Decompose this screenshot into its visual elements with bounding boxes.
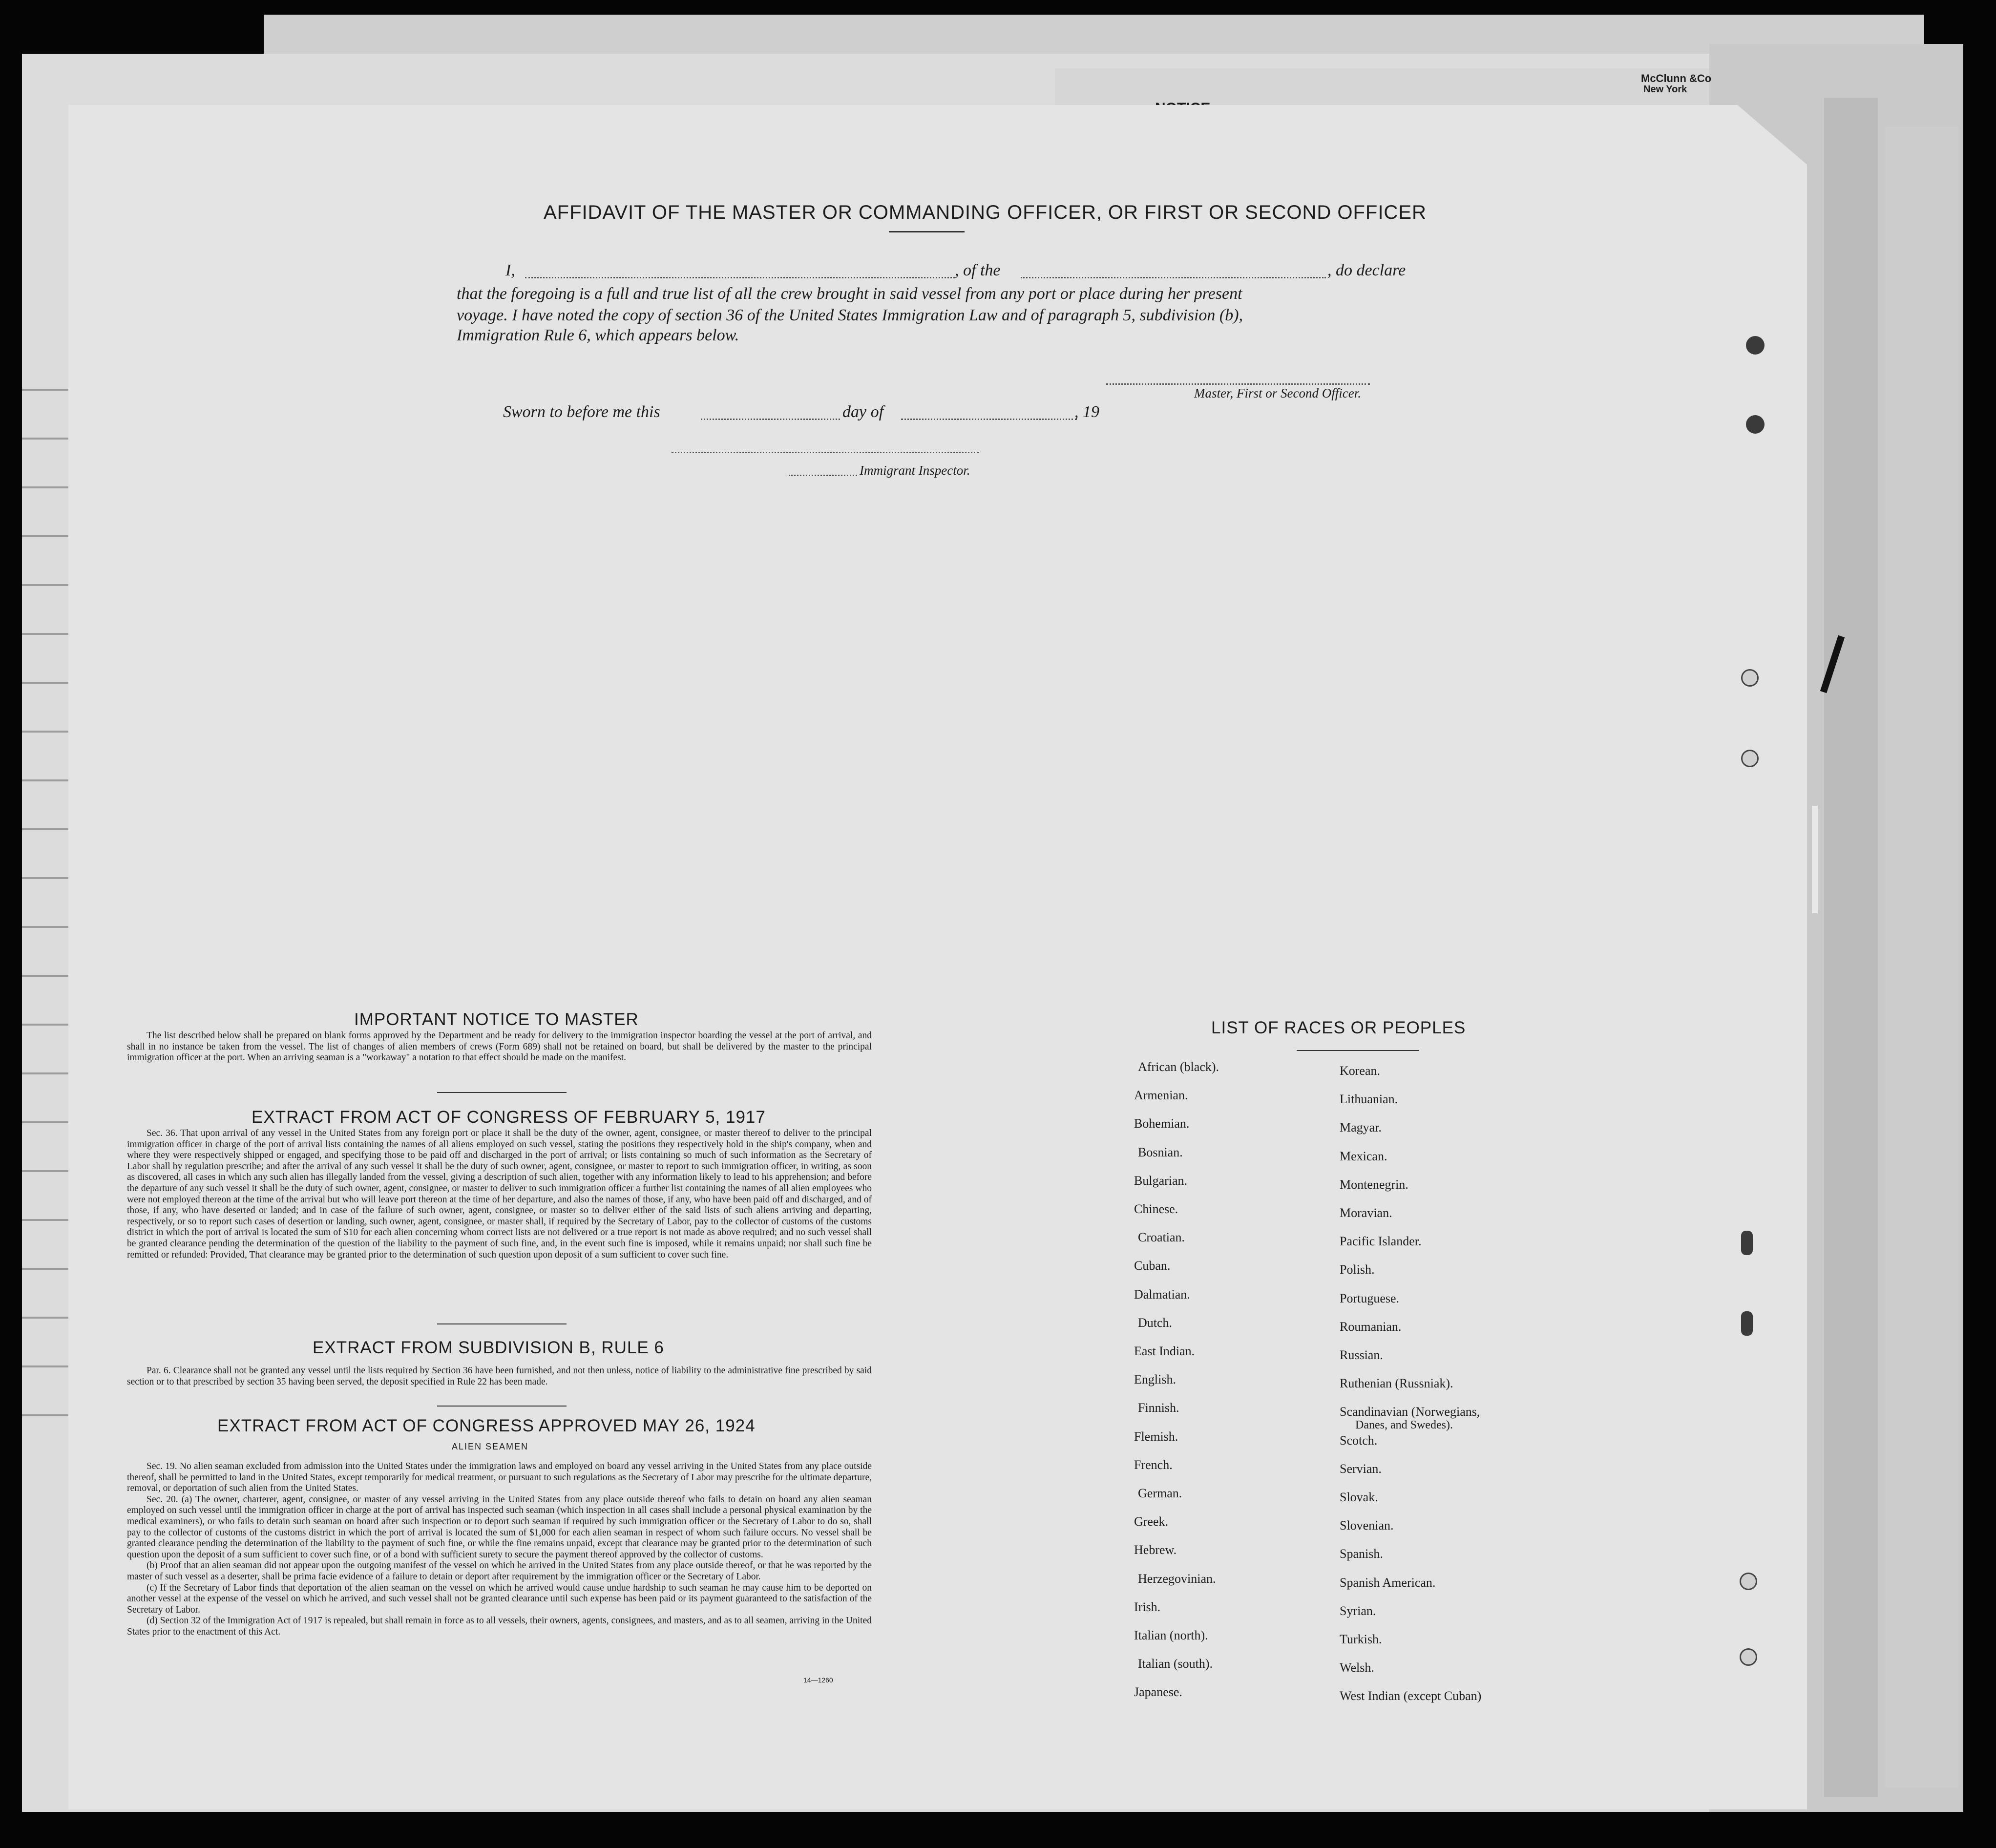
race-right-item: Lithuanian. — [1340, 1092, 1398, 1107]
race-right-item: Servian. — [1340, 1461, 1382, 1476]
paper-edge-mark — [1812, 806, 1818, 913]
race-left-item: Italian (north). — [1134, 1628, 1208, 1642]
race-right-item: Welsh. — [1340, 1660, 1374, 1675]
subdiv-b-rule — [437, 1406, 567, 1407]
race-right-item: Spanish. — [1340, 1547, 1383, 1561]
race-left-item: Greek. — [1134, 1514, 1169, 1529]
race-left-item: Bulgarian. — [1134, 1173, 1188, 1188]
race-right-item: Ruthenian (Russniak). — [1340, 1376, 1453, 1391]
extract-1917-body: Sec. 36. That upon arrival of any vessel in the United States from any foreign port or place it shall be the duty of the owner, agent, consignee, or master thereof to deliver to the principal immigration officer in charge of the port of arrival lists containing the names of all aliens employed on such vessel, stating the positions they respectively hold in the ship's company, when and where they were respectively shipped or engaged, and specifying those to be paid off and discharged in the port of arrival; or lists containing so much of such information as the Secretary of Labor shall by regulation prescribe; and after the arrival of any such vessel it shall be the duty of such owner, agent, consignee, or master to report to such immigration officer, in writing, as soon as discovered, all cases in which any such alien has illegally landed from the vessel, giving a description of such alien, together with any information likely to lead to his apprehension; and before the departure of any such vessel it shall be the duty of such owner, agent, consignee, or master to deliver to such immigration officer a further list containing the names of all alien employees who were not employed thereon at the time of the arrival but who will leave port thereon at the time of her departure, and also the names of those, if any, who have been paid off and discharged, and of those, if any, who have deserted or landed; and in case of the failure of such owner, agent, consignee, or master so to deliver either of the said lists of such aliens arriving and departing, respectively, or so to report such cases of desertion or landing, such owner, agent, consignee, or master shall, if required by the Secretary of Labor, pay to the collector of customs of the customs district in which the port of arrival is located the sum of $10 for each alien concerning whom correct lists are not delivered or a true report is not made as above required; and no such vessel shall be granted clearance pending the determination of the question of the liability to the payment of such fine, and, in the event such fine is imposed, while it remains unpaid; nor shall such fine be remitted or refunded: Provided, That clearance may be granted prior to the determination of such question upon deposit of a sum sufficient to cover such fine. — [127, 1128, 872, 1260]
race-left-item: Dutch. — [1138, 1315, 1173, 1330]
race-left-item: Chinese. — [1134, 1202, 1178, 1216]
printer-name: McClunn &Co — [1641, 72, 1712, 84]
race-right-item: Polish. — [1340, 1262, 1375, 1277]
race-left-item: Flemish. — [1134, 1429, 1178, 1444]
punch-hole — [1741, 1231, 1753, 1255]
race-right-item: Scandinavian (Norwegians, — [1340, 1405, 1480, 1419]
punch-hole — [1741, 750, 1759, 767]
race-right-item: Slovenian. — [1340, 1518, 1394, 1533]
race-left-item: English. — [1134, 1372, 1176, 1387]
race-right-item: Montenegrin. — [1340, 1177, 1408, 1192]
sworn-text: Sworn to before me this — [503, 403, 660, 421]
punch-hole — [1740, 1648, 1757, 1666]
inspector-line-lead — [789, 475, 857, 476]
inspector-signature-line[interactable] — [672, 452, 979, 453]
race-left-item: Japanese. — [1134, 1685, 1182, 1700]
sec-20a: Sec. 20. (a) The owner, charterer, agent, consignee, or master of any vessel arriving in the United States from any place outside thereof who fails to detain on board any alien seaman employed on such vessel until the immigration officer in charge at the port of arrival has inspected such seaman (which inspection in all cases shall include a personal physical examination by the medical examiners), or who fails to detain such seaman on board after such inspection or to deport such seaman if required by such immigration officer or the Secretary of Labor to do so, shall pay to the collector of customs of the customs district in which the port of arrival is located the sum of $1,000 for each alien seaman in respect of whom such failure occurs. No vessel shall be granted clearance pending the determination of the liability to the payment of such fine, or while the fine remains unpaid, except that clearance may be granted prior to the determination of such question upon the deposit of a sum sufficient to cover such fine, or of a bond with sufficient surety to secure the payment thereof approved by the collector of customs. — [127, 1494, 872, 1560]
races-title: LIST OF RACES OR PEOPLES — [1211, 1018, 1466, 1037]
races-rule — [1297, 1050, 1419, 1051]
race-left-item: Dalmatian. — [1134, 1287, 1190, 1302]
title-rule — [889, 231, 965, 232]
race-right-item: Mexican. — [1340, 1149, 1387, 1163]
race-left-item: Bosnian. — [1138, 1145, 1183, 1159]
race-scandinavian-cont: Danes, and Swedes). — [1355, 1419, 1453, 1431]
extract-1917-rule — [437, 1323, 567, 1324]
race-left-item: German. — [1138, 1486, 1182, 1500]
master-signature-label: Master, First or Second Officer. — [1194, 386, 1361, 400]
punch-hole — [1746, 336, 1765, 355]
race-right-item: Syrian. — [1340, 1603, 1376, 1618]
race-right-item: Moravian. — [1340, 1206, 1392, 1220]
sec-19: Sec. 19. No alien seaman excluded from admission into the United States under the immigration laws and employed on board any vessel arriving in the United States from any place outside thereof, shall be permitted to land in the United States, except temporarily for medical treatment, or pursuant to such regulations as the Secretary of Labor may prescribe for the ultimate departure, removal, or deportation of such alien from the United States. — [127, 1461, 872, 1494]
notice-body: The list described below shall be prepared on blank forms approved by the Department and be ready for delivery to the immigration inspector boarding the vessel at the port of arrival, and shall in no instance be taken from the vessel. The list of changes of alien members of crews (Form 689) shall not be retained on board, but shall be delivered by the master to the principal immigration officer at the port. When an arriving seaman is a "workaway" a notation to that effect should be made on the manifest. — [127, 1030, 872, 1063]
sec-20c: (c) If the Secretary of Labor finds that deportation of the alien seaman on the vessel on which he arrived would cause undue hardship to such seaman he may cause him to be deported on another vessel at the expense of the vessel on which he arrived, and such vessel shall not be granted clearance until such expense has been paid or its payment guaranteed to the satisfaction of the Secretary of Labor. — [127, 1582, 872, 1615]
race-left-item: Cuban. — [1134, 1259, 1171, 1273]
extract-1924-body — [127, 1461, 872, 1638]
notice-title: IMPORTANT NOTICE TO MASTER — [354, 1010, 639, 1029]
race-right-item: Portuguese. — [1340, 1291, 1400, 1305]
race-left-item: Bohemian. — [1134, 1116, 1190, 1131]
notice-rule — [437, 1092, 567, 1093]
affidavit-line-4: Immigration Rule 6, which appears below. — [457, 326, 739, 344]
punch-hole — [1741, 669, 1759, 687]
race-right-item: Slovak. — [1340, 1490, 1378, 1504]
extract-1917-title: EXTRACT FROM ACT OF CONGRESS OF FEBRUARY 5, 1917 — [252, 1108, 766, 1127]
race-left-item: Finnish. — [1138, 1401, 1179, 1415]
year-text: , 19 — [1074, 403, 1099, 421]
form-code: 14—1260 — [803, 1676, 833, 1684]
printer-city: New York — [1643, 84, 1687, 95]
race-right-item: Spanish American. — [1340, 1575, 1436, 1590]
race-left-item: French. — [1134, 1457, 1173, 1472]
race-right-item: West Indian (except Cuban) — [1340, 1689, 1482, 1703]
race-right-item: Roumanian. — [1340, 1319, 1402, 1334]
punch-hole — [1740, 1573, 1757, 1590]
affidavit-title: AFFIDAVIT OF THE MASTER OR COMMANDING OFFICER, OR FIRST OR SECOND OFFICER — [544, 202, 1427, 223]
inspector-label: Immigrant Inspector. — [860, 463, 970, 478]
race-left-item: Croatian. — [1138, 1230, 1185, 1245]
bound-edge-outer — [1885, 127, 1958, 1787]
sec-20b: (b) Proof that an alien seaman did not appear upon the outgoing manifest of the vessel on which he arrived in the United States from any place outside thereof, or that he was reported by the master of such vessel as a deserter, shall be prima facie evidence of a failure to detain or deport after requirement by the immigration officer or the Secretary of Labor. — [127, 1560, 872, 1582]
race-left-item: Italian (south). — [1138, 1657, 1213, 1671]
punch-hole — [1741, 1311, 1753, 1336]
name-blank[interactable] — [525, 277, 955, 278]
race-left-item: Irish. — [1134, 1599, 1161, 1614]
sec-20d: (d) Section 32 of the Immigration Act of 1917 is repealed, but shall remain in force as to all vessels, their owners, agents, consignees, and masters, and as to all seamen, arriving in the United States prior to the enactment of this Act. — [127, 1616, 872, 1637]
race-right-item: Korean. — [1340, 1064, 1381, 1078]
sworn-day-blank[interactable] — [701, 419, 840, 420]
race-left-item: East Indian. — [1134, 1344, 1195, 1358]
affidavit-of-the: , of the — [955, 261, 1001, 279]
punch-hole — [1746, 415, 1765, 434]
race-right-item: Pacific Islander. — [1340, 1234, 1422, 1249]
affidavit-i: I, — [505, 261, 515, 279]
affidavit-declare: , do declare — [1327, 261, 1406, 279]
affidavit-line-2: that the foregoing is a full and true list of all the crew brought in said vessel from any port or place during her present — [457, 285, 1242, 303]
alien-seamen-subtitle: ALIEN SEAMEN — [452, 1442, 529, 1451]
subdiv-b-body: Par. 6. Clearance shall not be granted any vessel until the lists required by Section 36 have been furnished, and not then unless, notice of liability to the administrative fine prescribed by said section or to that prescribed by section 35 having been served, the deposit specified in Rule 22 has been made. — [127, 1365, 872, 1387]
sworn-month-blank[interactable] — [901, 419, 1077, 420]
affidavit-line-3: voyage. I have noted the copy of section 36 of the United States Immigration Law and of paragraph 5, subdivision (b), — [457, 306, 1243, 324]
race-right-item: Magyar. — [1340, 1120, 1382, 1135]
race-right-item: Russian. — [1340, 1348, 1383, 1362]
extract-1924-title: EXTRACT FROM ACT OF CONGRESS APPROVED MAY 26, 1924 — [217, 1416, 756, 1435]
race-left-item: Armenian. — [1134, 1088, 1188, 1103]
race-right-item: Scotch. — [1340, 1433, 1378, 1448]
vessel-blank[interactable] — [1021, 277, 1326, 278]
ledger-lines — [22, 342, 71, 1416]
race-left-item: Hebrew. — [1134, 1543, 1177, 1557]
race-left-item: African (black). — [1138, 1060, 1219, 1074]
day-of-text: day of — [842, 403, 884, 421]
race-right-item: Turkish. — [1340, 1632, 1382, 1646]
master-signature-line[interactable] — [1106, 383, 1370, 385]
bound-edge — [1824, 98, 1878, 1797]
race-left-item: Herzegovinian. — [1138, 1571, 1216, 1586]
subdiv-b-title: EXTRACT FROM SUBDIVISION B, RULE 6 — [313, 1338, 664, 1357]
